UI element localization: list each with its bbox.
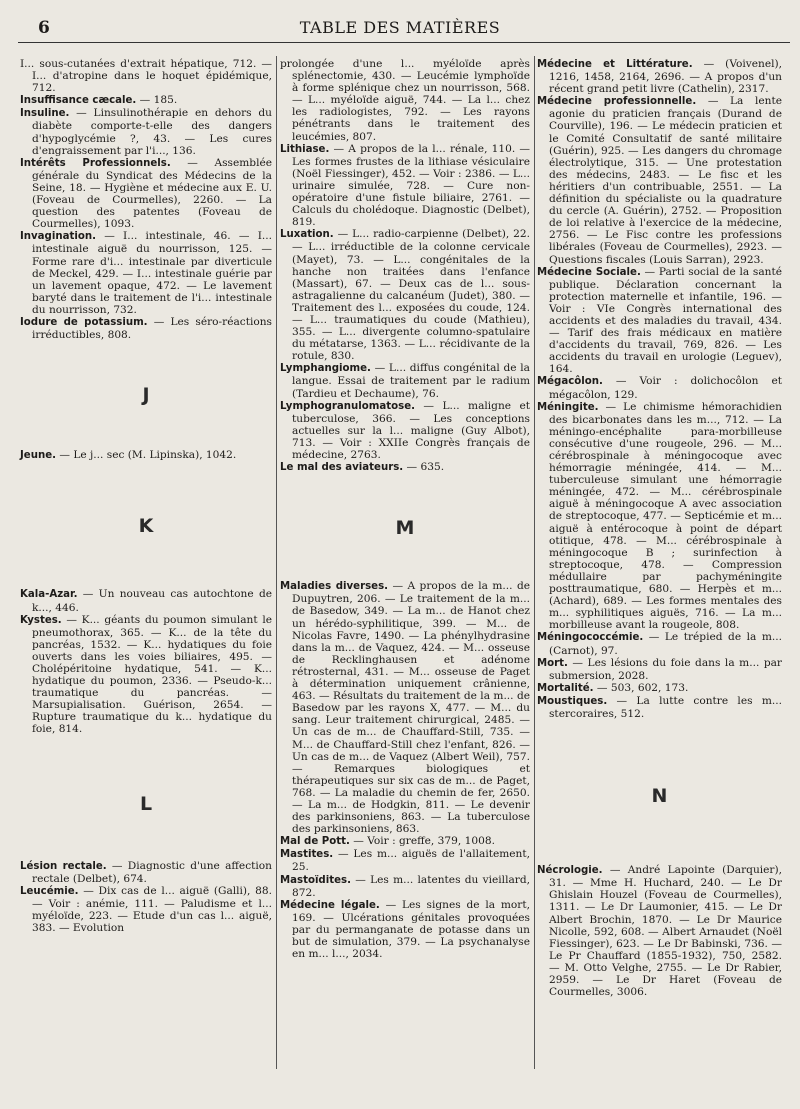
- entry-text: — Le j... sec (M. Lipinska), 1042.: [56, 449, 237, 462]
- index-entry: [20, 58, 272, 94]
- entry-text: — 185.: [136, 94, 178, 107]
- index-entry: [537, 401, 782, 632]
- entry-heading: Lymphogranulomatose.: [280, 400, 415, 412]
- entry-text: — I... intestinale, 46. — I... intestinale aiguë du nourrisson, 125. — Forme rare d'i... intestinale par diverticule de Meckel, 429. — I... intestinale guérie par un lavement opaque, 472. — Le lavement baryté dans le traitement de l'i... intestinale du nourrisson, 732.: [32, 230, 272, 316]
- index-entry: [280, 58, 530, 143]
- entry-heading: Iodure de potassium.: [20, 316, 148, 328]
- entry-text: — Parti social de la santé publique. Déclaration concernant la protection maternelle et infantile, 196. — Voir : VIe Congrès international des accidents et des maladies du travail, 434. — Tarif des frais médicaux en matière d'accidents du travail, 769, 826. — Les accidents du travail en urologie (Leguev), 164.: [549, 265, 782, 376]
- column-divider: [276, 56, 277, 1069]
- entry-text: — A propos de la m... de Dupuytren, 206. — Le traitement de la m... de Basedow, 349. — La m... de Hanot chez un hérédo-syphilitique, 399. — M... de Nicolas Favre, 1490. — La phénylhydrasine dans la m... de Vaquez, 424. — M... osseuse de Recklinghausen et adénome rétrosternal, 431. — M... osseuse de Paget à détermination uniquement crânienne, 463. — Résultats du traitement de la m... de Basedow par les rayons X, 477. — M... du sang. Leur traitement chirurgical, 2485. — Un cas de m... de Chauffard-Still, 735. — M... de Chauffard-Still chez l'enfant, 826. — Un cas de m... de Vaquez (Albert Weil), 757. — Remarques biologiques et thérapeutiques sur six cas de m... de Paget, 768. — La maladie du chemin de fer, 2650. — La m... de Hodgkin, 811. — Le devenir des parkinsoniens, 863. — La tuberculose des parkinsoniens, 863.: [292, 580, 531, 836]
- section-letter: L: [139, 792, 153, 815]
- entry-heading: Nécrologie.: [537, 865, 603, 877]
- index-entry: [20, 449, 272, 462]
- entry-text: — Les séro-réactions irréductibles, 808.: [32, 315, 272, 342]
- entry-heading: Méningite.: [537, 401, 599, 413]
- entry-text: — L... radio-carpienne (Delbet), 22. — L... irréductible de la colonne cervicale (Mayet), 73. — L... congénitales de la hanche non traitées dans l'enfance (Massart), 67. — Deux cas de l... sous-astragalienne du calcanéum (Judet), 380. — Traitement des l... exposées du coude, 124. — L... traumatiques du coude (Mathieu), 355. — L... divergente columno-spatulaire du métatarse, 1363. — L... récidivante de la rotule, 830.: [292, 228, 530, 363]
- index-entry: [20, 316, 272, 341]
- entry-heading: Méningococcémie.: [537, 632, 644, 644]
- entry-text: — Voir : dolichocôlon et mégacôlon, 129.: [549, 375, 782, 401]
- index-entry: [537, 682, 782, 695]
- entry-text: — Le trépied de la m... (Carnot), 97.: [549, 631, 782, 657]
- entry-heading: Lymphangiome.: [280, 363, 371, 375]
- index-entry: [537, 95, 782, 265]
- entry-text: — André Lapointe (Darquier), 31. — Mme H. Huchard, 240. — Le Dr Ghislain Houzel (Foveau de Courmelles), 1311. — Le Dr Laumonier, 415. — Le Dr Albert Brochin, 1870. — Le Dr Maurice Nicolle, 592, 608. — Albert Arnaudet (Noël Fiessinger), 623. — Le Dr Babinski, 736. — Le Pr Chauffard (1855-1932), 750, 2582. — M. Otto Velghe, 2755. — Le Dr Rabier, 2959. — Le Dr Haret (Foveau de Courmelles, 3006.: [549, 864, 782, 999]
- index-entry: [20, 107, 272, 156]
- entry-heading: Luxation.: [280, 229, 334, 241]
- section-letter: N: [651, 785, 668, 808]
- index-entry: [537, 695, 782, 720]
- entry-heading: Maladies diverses.: [280, 581, 389, 593]
- entry-text: — (Voivenel), 1216, 1458, 2164, 2696. — A propos d'un récent grand petit livre (Cathelin), 2317.: [549, 58, 782, 96]
- entry-heading: Mastoïdites.: [280, 874, 351, 886]
- index-entry: [537, 375, 782, 400]
- page-header: [0, 16, 800, 46]
- entry-text: — A propos de la l... rénale, 110. — Les formes frustes de la lithiase vésiculaire (Noël Fiessinger), 452. — Voir : 2386. — L... urinaire simulée, 728. — Cure non-opératoire d'une fistule biliaire, 2761. — Calculs du cholédoque. Diagnostic (Delbet), 819.: [292, 142, 530, 229]
- entry-text: — Dix cas de l... aiguë (Galli), 88. — Voir : anémie, 111. — Paludisme et l... myéloïde, 223. — Etude d'un cas l... aiguë, 383. — Evolution: [32, 884, 272, 935]
- index-entry: [20, 230, 272, 316]
- entry-heading: Lithiase.: [280, 143, 330, 155]
- header-rule: [18, 42, 790, 43]
- index-entry: [20, 614, 272, 736]
- entry-heading: Lésion rectale.: [20, 860, 107, 872]
- entry-heading: Leucémie.: [20, 885, 79, 897]
- entry-text: — Le chimisme hémorachidien des bicarbonates dans les m..., 712. — La méningo-encéphalite para-morbilleuse consécutive d'une rougeole, 296. — M... cérébrospinale à méningocoque avec hémorragie méningée, 414. — M... tuberculeuse simulant une hémorragie méningée, 472. — M... cérébrospinale aiguë à méningocoque A avec association de streptocoque, 477. — Septicémie et m... aiguë à entérocoque à point de départ otitique, 478. — M... cérébrospinale à méningocoque B ; surinfection à streptocoque, 478. — Compression médullaire par pachyméningite posttraumatique, 680. — Herpès et m... (Achard), 689. — Les formes mentales des m... syphilitiques aiguës, 716. — La m... morbilleuse avant la rougeole, 808.: [549, 400, 782, 632]
- index-entry: [537, 864, 782, 998]
- entry-text: — La lente agonie du praticien français (Durand de Courville), 196. — Le médecin praticien et le Comité Consultatif de santé militaire (Guérin), 925. — Les dangers du chromage électrolytique, 315. — Une protestation des médecins, 2483. — Le fisc et les héritiers d'un contribuable, 2551. — La définition du spécialiste ou la quadrature du cercle (A. Guérin), 2752. — Proposition de loi relative à l'exercice de la médecine, 2756. — Le Fisc contre les professions libérales (Foveau de Courmelles), 2923. — Questions fiscales (Louis Sarran), 2923.: [549, 95, 782, 266]
- index-entry: [280, 362, 530, 399]
- index-entry: [280, 848, 530, 873]
- entry-text: — Les signes de la mort, 169. — Ulcérations génitales provoquées par du permanganate de potasse dans un but de simulation, 379. — La psychanalyse en m... l..., 2034.: [292, 898, 530, 961]
- entry-text: — Les m... aiguës de l'allaitement, 25.: [292, 848, 530, 874]
- index-entry: [20, 157, 272, 231]
- index-entry: [280, 461, 530, 474]
- entry-heading: Kala-Azar.: [20, 589, 78, 601]
- index-entry: [20, 94, 272, 107]
- section-letter: M: [395, 517, 415, 540]
- entry-text: — 503, 602, 173.: [593, 681, 689, 694]
- entry-heading: Mortalité.: [537, 682, 594, 694]
- entry-text: — Un nouveau cas autochtone de k..., 446.: [32, 588, 272, 614]
- index-entry: [280, 580, 530, 835]
- entry-text: — Linsulinothérapie en dehors du diabète comporte-t-elle des dangers d'hypoglycémie ?, 43. — Les cures d'engraissement par l'i..., 136.: [32, 107, 272, 157]
- entry-heading: Médecine légale.: [280, 899, 380, 911]
- entry-text: — K... géants du poumon simulant le pneumothorax, 365. — K... de la tête du pancréas, 1532. — K... hydatiques du foie ouverts dans les voies biliaires, 495. — Cholépéritoine hydatique, 541. — K... hydatique du poumon, 2336. — Pseudo-k... traumatique du pancréas. — Marsupialisation. Guérison, 2654. — Rupture traumatique du k... hydatique du foie, 814.: [32, 613, 272, 736]
- index-entry: [537, 631, 782, 656]
- index-column-3: [537, 58, 782, 998]
- entry-heading: Invagination.: [20, 231, 96, 243]
- entry-heading: Insuline.: [20, 108, 70, 120]
- entry-heading: Kystes.: [20, 614, 62, 626]
- entry-heading: Insuffisance cæcale.: [20, 95, 137, 107]
- entry-heading: Le mal des aviateurs.: [280, 462, 404, 474]
- entry-heading: Jeune.: [20, 450, 56, 462]
- index-entry: [280, 899, 530, 960]
- index-entry: [280, 835, 530, 848]
- entry-text: — Voir : greffe, 379, 1008.: [349, 835, 495, 848]
- index-entry: [20, 588, 272, 613]
- page-title: TABLE DES MATIÈRES: [299, 18, 501, 37]
- column-divider: [534, 56, 535, 1069]
- entry-heading: Médecine et Littérature.: [537, 59, 693, 70]
- index-entry: [537, 266, 782, 376]
- entry-text: — L... maligne et tuberculose, 366. — Les conceptions actuelles sur la l... maligne (Guy Albot), 713. — Voir : XXIIe Congrès français de médecine, 2763.: [292, 399, 530, 461]
- index-column-1: [20, 58, 272, 934]
- entry-text: — L... diffus congénital de la langue. Essai de traitement par le radium (Tardieu et Dechaume), 76.: [292, 362, 530, 400]
- entry-heading: Mal de Pott.: [280, 836, 350, 848]
- entry-heading: Intérêts Professionnels.: [20, 157, 171, 169]
- entry-heading: Moustiques.: [537, 695, 608, 707]
- entry-text: — Assemblée générale du Syndicat des Médecins de la Seine, 18. — Hygiène et médecine aux E. U. (Foveau de Courmelles), 2260. — La question des patentes (Foveau de Courmelles), 1093.: [32, 156, 272, 231]
- index-entry: [280, 874, 530, 899]
- entry-heading: Médecine professionnelle.: [537, 96, 697, 108]
- entry-heading: Mégacôlon.: [537, 376, 603, 388]
- entry-heading: Mort.: [537, 657, 568, 669]
- index-entry: [280, 143, 530, 229]
- entry-text: I... sous-cutanées d'extrait hépatique, 712. — I... d'atropine dans le hoquet épidémique, 712.: [20, 58, 272, 95]
- entry-heading: Mastites.: [280, 849, 334, 861]
- entry-text: — Les lésions du foie dans la m... par submersion, 2028.: [549, 656, 782, 682]
- index-entry: [537, 657, 782, 682]
- index-entry: [280, 228, 530, 362]
- index-column-2: [280, 58, 530, 960]
- section-letter: K: [138, 515, 154, 538]
- index-entry: [280, 400, 530, 461]
- page-number: 6: [38, 18, 50, 38]
- entry-text: — Les m... latentes du vieillard, 872.: [292, 873, 530, 899]
- entry-text: — La lutte contre les m... stercoraires, 512.: [549, 694, 782, 720]
- section-letter: J: [142, 384, 150, 407]
- entry-text: prolongée d'une l... myéloïde après splénectomie, 430. — Leucémie lymphoïde à forme splénique chez un nourrisson, 568. — L... myéloïde aiguë, 744. — La l... chez les radiologistes, 792. — Les rayons pénétrants dans le traitement des leucémies, 807.: [280, 58, 530, 143]
- index-entry: [537, 58, 782, 95]
- index-entry: [20, 860, 272, 885]
- entry-text: — 635.: [403, 461, 445, 474]
- entry-heading: Médecine Sociale.: [537, 266, 641, 278]
- index-entry: [20, 885, 272, 934]
- entry-text: — Diagnostic d'une affection rectale (Delbet), 674.: [32, 859, 272, 885]
